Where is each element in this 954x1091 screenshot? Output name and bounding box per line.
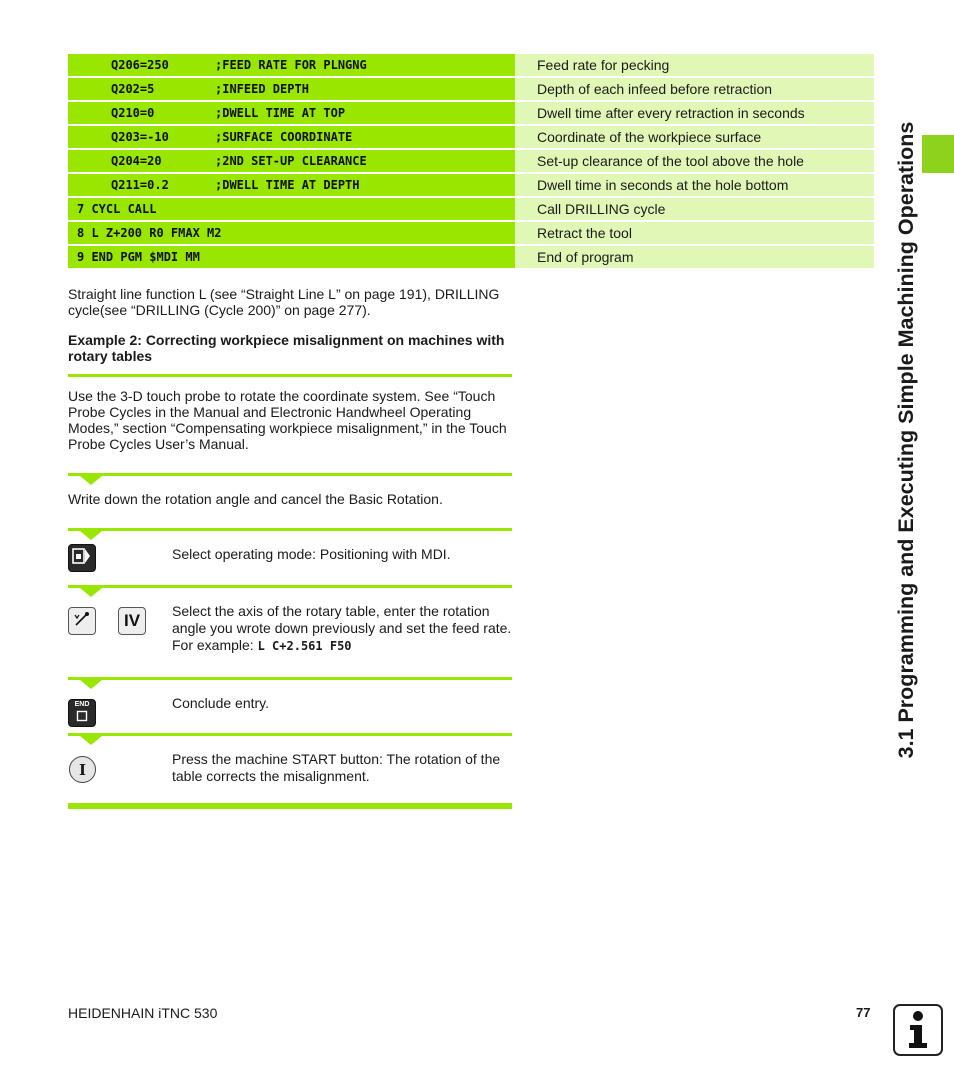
program-code: 9 END PGM $MDI MM bbox=[77, 250, 200, 264]
step-mdi-text: Select operating mode: Positioning with MDI. bbox=[172, 546, 451, 562]
program-code-cell bbox=[68, 126, 515, 150]
program-code-cell bbox=[68, 102, 515, 126]
program-comment: ;DWELL TIME AT TOP bbox=[215, 106, 346, 120]
step-axis-text bbox=[172, 603, 512, 655]
program-description: Feed rate for pecking bbox=[515, 54, 874, 78]
program-description: Dwell time after every retraction in seconds bbox=[515, 102, 874, 126]
axis-iv-label: IV bbox=[123, 611, 141, 630]
program-description: Call DRILLING cycle bbox=[515, 198, 874, 222]
program-code: Q210=0 bbox=[111, 106, 155, 120]
linear-path-key[interactable] bbox=[68, 607, 96, 635]
program-row bbox=[68, 150, 874, 174]
mdi-mode-icon bbox=[71, 545, 93, 572]
end-key-icon bbox=[76, 709, 88, 727]
page-number: 77 bbox=[856, 1005, 871, 1020]
step-start-text: Press the machine START button: The rotation of the table corrects the misalignment. bbox=[172, 751, 501, 784]
program-code-cell bbox=[68, 54, 515, 78]
program-code-cell bbox=[68, 174, 515, 198]
info-icon bbox=[893, 1004, 943, 1056]
chapter-side-title: 3.1 Programming and Executing Simple Machining Operations bbox=[894, 121, 918, 759]
program-code: Q206=250 bbox=[111, 58, 169, 72]
program-description: Depth of each infeed before retraction bbox=[515, 78, 874, 102]
start-key[interactable] bbox=[69, 756, 96, 783]
divider bbox=[68, 374, 512, 377]
reference-text: Straight line function L (see “Straight Line L” on page 191), DRILLING cycle(see “DRILLING (Cycle 200)” on page 277). bbox=[68, 286, 500, 318]
program-comment: ;INFEED DEPTH bbox=[215, 82, 309, 96]
program-row bbox=[68, 126, 874, 150]
start-key-icon: I bbox=[78, 760, 87, 779]
program-comment: ;FEED RATE FOR PLNGNG bbox=[215, 58, 367, 72]
end-key-label: END bbox=[74, 700, 90, 708]
program-description: Dwell time in seconds at the hole bottom bbox=[515, 174, 874, 198]
footer-product: HEIDENHAIN iTNC 530 bbox=[68, 1005, 218, 1021]
program-description: Retract the tool bbox=[515, 222, 874, 246]
program-row bbox=[68, 246, 874, 270]
example-heading: Example 2: Correcting workpiece misalignment on machines with rotary tables bbox=[68, 332, 505, 364]
program-description: Set-up clearance of the tool above the hole bbox=[515, 150, 874, 174]
program-table bbox=[68, 54, 874, 270]
step-conclude-text: Conclude entry. bbox=[172, 695, 270, 711]
program-code: Q211=0.2 bbox=[111, 178, 169, 192]
program-code: Q204=20 bbox=[111, 154, 162, 168]
divider bbox=[68, 528, 512, 531]
program-row bbox=[68, 198, 874, 222]
program-row bbox=[68, 78, 874, 102]
program-row bbox=[68, 174, 874, 198]
divider bbox=[68, 473, 512, 476]
program-code-cell bbox=[68, 222, 515, 246]
section-end-bar bbox=[68, 803, 512, 809]
program-row bbox=[68, 222, 874, 246]
program-comment: ;DWELL TIME AT DEPTH bbox=[215, 178, 360, 192]
step-axis-example: L C+2.561 F50 bbox=[257, 639, 352, 653]
program-code: 8 L Z+200 R0 FMAX M2 bbox=[77, 226, 222, 240]
program-comment: ;SURFACE COORDINATE bbox=[215, 130, 353, 144]
intro-text: Use the 3-D touch probe to rotate the coordinate system. See “Touch Probe Cycles in the Manual and Electronic Handwheel Operating Modes,” section “Compensating workpiece misalignment,” in the Touch Probe Cycles User’s Manual. bbox=[68, 388, 507, 452]
step-axis-prefix: Select the axis of the rotary table, enter the rotation angle you wrote down previously and set the feed rate. For example: bbox=[172, 603, 512, 653]
end-key[interactable] bbox=[68, 699, 96, 727]
write-down-text: Write down the rotation angle and cancel the Basic Rotation. bbox=[68, 491, 443, 507]
program-code-cell bbox=[68, 150, 515, 174]
program-code: Q203=-10 bbox=[111, 130, 169, 144]
program-code: Q202=5 bbox=[111, 82, 155, 96]
program-description: End of program bbox=[515, 246, 874, 270]
program-comment: ;2ND SET-UP CLEARANCE bbox=[215, 154, 367, 168]
axis-iv-key[interactable] bbox=[118, 607, 146, 635]
divider-notch bbox=[80, 476, 102, 485]
program-description: Coordinate of the workpiece surface bbox=[515, 126, 874, 150]
program-code-cell bbox=[68, 78, 515, 102]
divider bbox=[68, 585, 512, 588]
divider-notch bbox=[80, 736, 102, 745]
program-row bbox=[68, 54, 874, 78]
program-code-cell bbox=[68, 246, 515, 270]
divider-notch bbox=[80, 531, 102, 540]
chapter-tab bbox=[922, 135, 954, 173]
mdi-mode-key[interactable] bbox=[68, 544, 96, 572]
program-row bbox=[68, 102, 874, 126]
line-path-icon bbox=[72, 609, 92, 634]
program-code-cell bbox=[68, 198, 515, 222]
divider bbox=[68, 733, 512, 736]
divider bbox=[68, 677, 512, 680]
program-code: 7 CYCL CALL bbox=[77, 202, 157, 216]
divider-notch bbox=[80, 588, 102, 597]
divider-notch bbox=[80, 680, 102, 689]
